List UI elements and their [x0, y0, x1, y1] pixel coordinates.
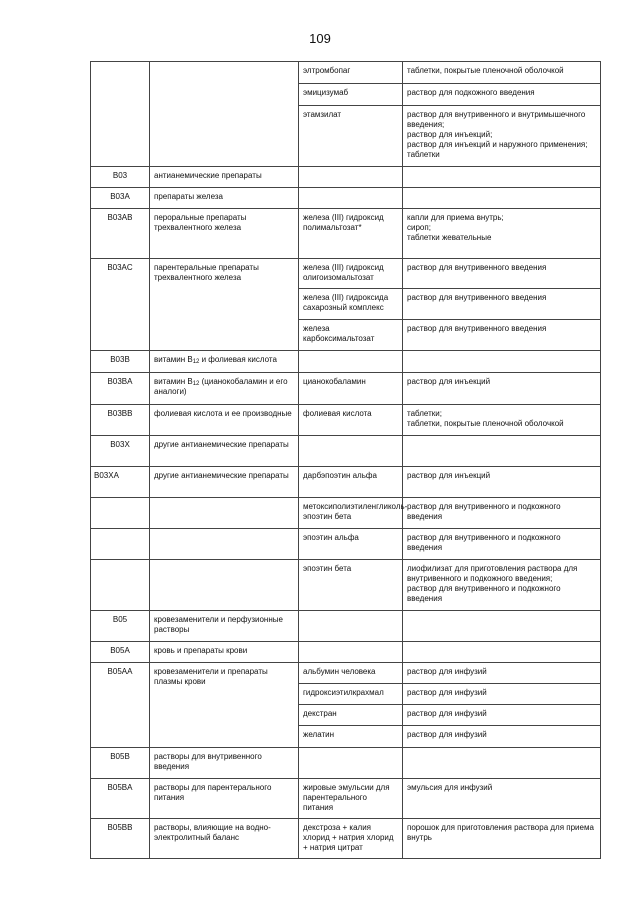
dosage-form-cell	[403, 188, 601, 209]
dosage-form-cell: лиофилизат для приготовления раствора для внутривенного и подкожного введения; раствор для внутривенного и подкожного введения	[403, 560, 601, 611]
drug-name-cell: элтромбопаг	[299, 62, 403, 84]
drug-name-cell: альбумин человека	[299, 663, 403, 684]
atc-code-cell: B03AB	[91, 209, 150, 259]
drug-name-cell	[299, 188, 403, 209]
atc-code-cell: B03B	[91, 351, 150, 373]
group-cell: другие антианемические препараты	[150, 436, 299, 467]
dosage-form-cell: порошок для приготовления раствора для приема внутрь	[403, 819, 601, 859]
atc-code-cell: B05BA	[91, 779, 150, 819]
drug-name-cell: дарбэпоэтин альфа	[299, 467, 403, 498]
group-cell: витамин $B_{12}$ (цианокобаламин и его аналоги)	[150, 373, 299, 405]
group-cell	[150, 62, 299, 167]
group-cell: кровезаменители и перфузионные растворы	[150, 611, 299, 642]
group-cell: другие антианемические препараты	[150, 467, 299, 498]
dosage-form-cell: раствор для инфузий	[403, 684, 601, 705]
group-cell: пероральные препараты трехвалентного железа	[150, 209, 299, 259]
table-row	[91, 467, 601, 498]
table-row	[91, 62, 601, 84]
table-row	[91, 259, 601, 289]
table-row	[91, 209, 601, 259]
drug-name-cell: фолиевая кислота	[299, 405, 403, 436]
table-row	[91, 663, 601, 684]
table-row	[91, 779, 601, 819]
atc-code-cell	[91, 560, 150, 611]
atc-code-cell: B03A	[91, 188, 150, 209]
table-row	[91, 436, 601, 467]
atc-code-cell: B03	[91, 167, 150, 188]
dosage-form-cell: раствор для инъекций	[403, 373, 601, 405]
dosage-form-cell: раствор для внутривенного введения	[403, 289, 601, 320]
table-row	[91, 373, 601, 405]
group-cell: фолиевая кислота и ее производные	[150, 405, 299, 436]
drug-name-cell	[299, 436, 403, 467]
dosage-form-cell	[403, 642, 601, 663]
drug-name-cell: железа (III) гидроксид олигоизомальтозат	[299, 259, 403, 289]
dosage-form-cell: раствор для внутривенного и подкожного введения	[403, 498, 601, 529]
drug-name-cell: эпоэтин бета	[299, 560, 403, 611]
drug-name-cell	[299, 351, 403, 373]
atc-code-cell: B03X	[91, 436, 150, 467]
table-row	[91, 560, 601, 611]
drug-name-cell: жировые эмульсии для парентерального питания	[299, 779, 403, 819]
atc-code-cell	[91, 498, 150, 529]
drug-name-cell: декстран	[299, 705, 403, 726]
dosage-form-cell: раствор для инъекций	[403, 467, 601, 498]
group-cell: кровь и препараты крови	[150, 642, 299, 663]
dosage-form-cell: раствор для инфузий	[403, 726, 601, 748]
drug-table	[90, 61, 601, 859]
atc-code-cell	[91, 62, 150, 167]
atc-code-cell: B05	[91, 611, 150, 642]
group-cell	[150, 529, 299, 560]
group-cell: препараты железа	[150, 188, 299, 209]
drug-name-cell: эпоэтин альфа	[299, 529, 403, 560]
dosage-form-cell: раствор для внутривенного и внутримышечного введения; раствор для инъекций; раствор для инъекций и наружного применения; таблетки	[403, 106, 601, 167]
table-row	[91, 748, 601, 779]
dosage-form-cell: капли для приема внутрь; сироп; таблетки жевательные	[403, 209, 601, 259]
dosage-form-cell: раствор для внутривенного введения	[403, 259, 601, 289]
atc-code-cell: B03AC	[91, 259, 150, 351]
table-row	[91, 498, 601, 529]
atc-code-cell	[91, 529, 150, 560]
dosage-form-cell	[403, 748, 601, 779]
group-cell	[150, 560, 299, 611]
atc-code-cell: B05BB	[91, 819, 150, 859]
group-cell: кровезаменители и препараты плазмы крови	[150, 663, 299, 748]
drug-name-cell: железа карбоксимальтозат	[299, 320, 403, 351]
drug-name-cell	[299, 611, 403, 642]
drug-name-cell: железа (III) гидроксид полимальтозат*	[299, 209, 403, 259]
dosage-form-cell	[403, 167, 601, 188]
dosage-form-cell	[403, 436, 601, 467]
drug-name-cell	[299, 748, 403, 779]
table-row	[91, 819, 601, 859]
atc-code-cell: B03XA	[91, 467, 150, 498]
table-row	[91, 611, 601, 642]
drug-name-cell: желатин	[299, 726, 403, 748]
group-cell: витамин $B_{12}$ и фолиевая кислота	[150, 351, 299, 373]
dosage-form-cell: эмульсия для инфузий	[403, 779, 601, 819]
group-cell: растворы для парентерального питания	[150, 779, 299, 819]
group-cell: растворы для внутривенного введения	[150, 748, 299, 779]
dosage-form-cell	[403, 351, 601, 373]
atc-code-cell: B03BA	[91, 373, 150, 405]
dosage-form-cell: таблетки; таблетки, покрытые пленочной оболочкой	[403, 405, 601, 436]
atc-code-cell: B05A	[91, 642, 150, 663]
drug-name-cell: декстроза + калия хлорид + натрия хлорид + натрия цитрат	[299, 819, 403, 859]
table-row	[91, 167, 601, 188]
group-cell: антианемические препараты	[150, 167, 299, 188]
dosage-form-cell	[403, 611, 601, 642]
dosage-form-cell: раствор для инфузий	[403, 663, 601, 684]
table-row	[91, 529, 601, 560]
dosage-form-cell: таблетки, покрытые пленочной оболочкой	[403, 62, 601, 84]
group-cell	[150, 498, 299, 529]
group-cell: растворы, влияющие на водно-электролитный баланс	[150, 819, 299, 859]
atc-code-cell: B03BB	[91, 405, 150, 436]
table-row	[91, 188, 601, 209]
table-row	[91, 405, 601, 436]
drug-name-cell: эмицизумаб	[299, 84, 403, 106]
drug-name-cell: железа (III) гидроксида сахарозный комплекс	[299, 289, 403, 320]
dosage-form-cell: раствор для инфузий	[403, 705, 601, 726]
table-row	[91, 351, 601, 373]
dosage-form-cell: раствор для внутривенного введения	[403, 320, 601, 351]
table-row	[91, 642, 601, 663]
drug-name-cell	[299, 167, 403, 188]
page-number: 109	[309, 31, 331, 46]
dosage-form-cell: раствор для внутривенного и подкожного введения	[403, 529, 601, 560]
atc-code-cell: B05AA	[91, 663, 150, 748]
atc-code-cell: B05B	[91, 748, 150, 779]
drug-name-cell	[299, 642, 403, 663]
group-cell: парентеральные препараты трехвалентного железа	[150, 259, 299, 351]
drug-name-cell: метоксиполиэтиленгликоль-эпоэтин бета	[299, 498, 403, 529]
drug-name-cell: гидроксиэтилкрахмал	[299, 684, 403, 705]
drug-name-cell: этамзилат	[299, 106, 403, 167]
drug-name-cell: цианокобаламин	[299, 373, 403, 405]
dosage-form-cell: раствор для подкожного введения	[403, 84, 601, 106]
